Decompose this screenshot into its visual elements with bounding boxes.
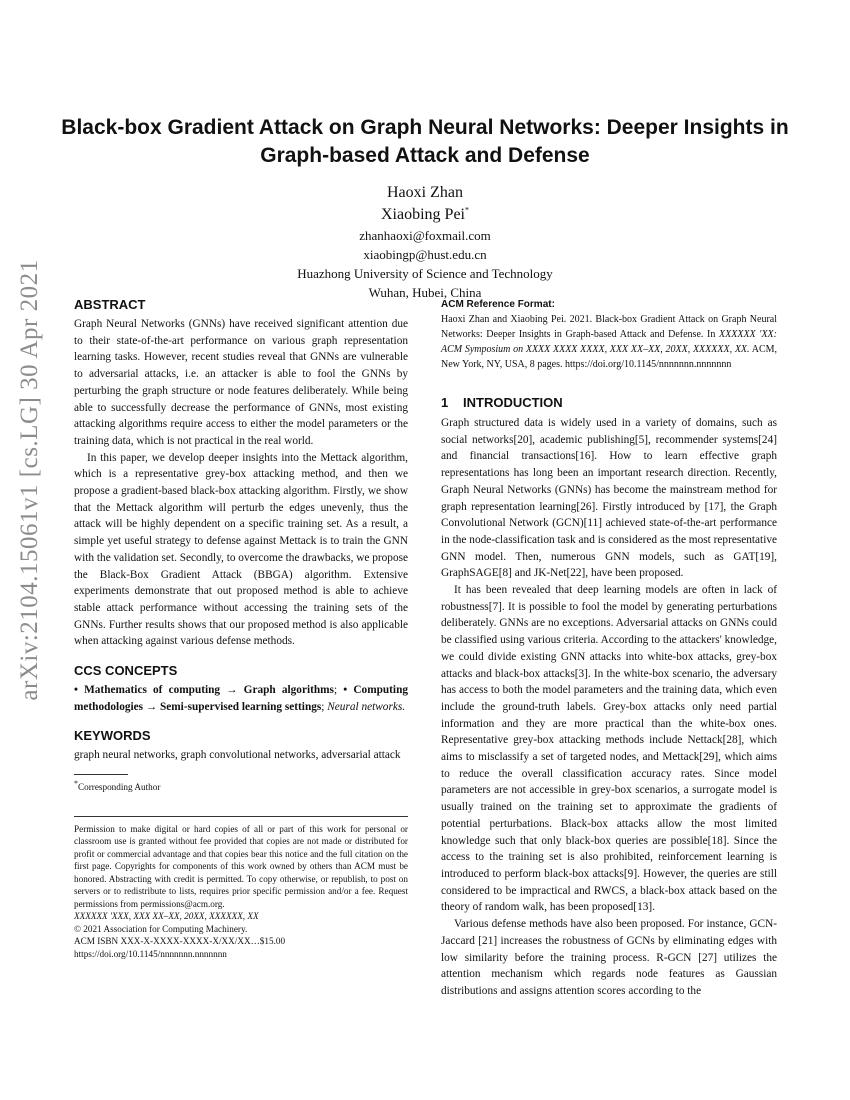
arxiv-stamp: arXiv:2104.15061v1 [cs.LG] 30 Apr 2021 (16, 259, 43, 701)
introduction-heading (441, 394, 777, 411)
conference-line: XXXXXX 'XXX, XXX XX–XX, 20XX, XXXXXX, XX (74, 911, 259, 922)
abstract-paragraph-1: Graph Neural Networks (GNNs) have received significant attention due to their state-of-the-art performance on various graph representation learning tasks. However, recent studies reveal that GNNs are vulnerable to adversarial attacks, i.e. an attacker is able to fool the GNNs by perturbing the graph structure or node features deliberately. While being able to successfully decrease the performance of GNNs, most existing attacking algorithms require access to either the model parameters or the training data, which is not practical in the real world. (74, 318, 408, 447)
permission-rule (74, 816, 408, 817)
copyright-line: © 2021 Association for Computing Machinery. (74, 923, 248, 934)
author-2-name: Xiaobing Pei (381, 206, 465, 223)
ccs-text (74, 682, 408, 715)
permission-text: Permission to make digital or hard copies of all or part of this work for personal or classroom use is granted without fee provided that copies are not made or distributed for profit or commercial advantage and that copies bear this notice and the full citation on the first page. Copyrights for components of this work owned by others than ACM must be honored. Abstracting with credit is permitted. To copy otherwise, or republish, to post on servers or to redistribute to lists, requires prior specific permission and/or a fee. Request permissions from permissions@acm.org. (74, 823, 408, 909)
footnote-rule (74, 774, 128, 775)
author-2 (225, 204, 625, 226)
acm-reference-heading: ACM Reference Format: (441, 299, 555, 310)
location: Wuhan, Hubei, China (368, 285, 482, 300)
acm-reference-post: ACM, New York, NY, USA, 8 pages. https://doi.org/10.1145/nnnnnnn.nnnnnnn (441, 344, 778, 370)
corresponding-mark: * (465, 205, 469, 215)
author-block (225, 182, 625, 302)
intro-paragraph-1: Graph structured data is widely used in a variety of domains, such as social networks[20], academic publishing[5], recommender systems[24] and financial transactions[16]. How to learn effective graph representations has long been an important research direction. Recently, Graph Neural Networks (GNNs) has become the mainstream method for graph representation learning[26]. Firstly introduced by [17], the Graph Convolutional Network (GCN)[11] achieved state-of-the-art performance in the node-classification task and is considered as the most representative GNN model. Then, numerous GNN models, such as GAT[19], GraphSAGE[8] and JK-Net[22], have been proposed. (441, 417, 777, 580)
acm-reference-text (441, 312, 777, 372)
acm-reference-venue: XXXXXX 'XX: ACM Symposium on XXXX XXXX XXXX, XXX XX–XX, 20XX, XXXXXX, XX. (441, 329, 777, 355)
keywords-heading: KEYWORDS (74, 728, 151, 744)
abstract-paragraph-2: In this paper, we develop deeper insights into the Mettack algorithm, which is a representative grey-box attacking method, and then we propose a gradient-based black-box attacking algorithm. Firstly, we show that the Mettack algorithm will perturb the edges unevenly, thus the attack will be highly dependent on a specific training set. As a result, a simple yet useful strategy to defense against Mettack is to train the GNN with the validation set. Secondly, to overcome the drawbacks, we propose the Black-Box Gradient Attack (BBGA) algorithm. Extensive experiments demonstrate that out proposed method is able to achieve stable attack performance without accessing the training sets of the GNNs. Further results shows that our proposed method is also applicable when attacking against various defense methods. (74, 451, 409, 648)
paper-title: Black-box Gradient Attack on Graph Neural Networks: Deeper Insights in Graph-based Attack and Defense (61, 116, 789, 167)
right-column (441, 298, 777, 1000)
intro-paragraph-3: Various defense methods have also been proposed. For instance, GCN-Jaccard [21] increases the robustness of GCNs by eliminating edges with low similarity before the training process. R-GCN [27] utilizes the attention mechanism which regards node features as Gaussian distributions and assigns attention scores according to the (441, 918, 777, 997)
left-column (74, 296, 408, 960)
footnote (74, 781, 408, 794)
intro-paragraph-2: It has been revealed that deep learning models are often in lack of robustness[7]. It is possible to fool the model by generating perturbations deliberately. GNNs are no exceptions. Adversarial attacks on GNNs could be classified using various criteria. According to the attackers' knowledge, we could divide existing GNN attacks into white-box attacks, grey-box attacks and black-box attacks[3]. In the white-box scenario, the adversary has access to both the model parameters and the training data, which even include the ground-truth labels. Grey-box attacks only need partial information and they are more practical than the white-box ones. Representative grey-box attacking methods include Nettack[28], which aims to misclassify a set of targeted nodes, and Mettack[29], which aims to reduce the overall classification accuracy rates. Since model parameters are not accessible in grey-box scenarios, a surrogate model is usually trained on the training set to approximate the gradients of potential perturbations. Black-box attacks allow the most limited knowledge such that only black-box queries are possible[18]. Since the access to the training set is also prohibited, reinforcement learning is introduced to perform black-box attacks[9]. However, the queries are still considered to be impractical and RWCS, a black-box attack based on the theory of random walk, has been proposed[13]. (441, 584, 777, 914)
acm-reference-pre: Haoxi Zhan and Xiaobing Pei. 2021. Black-box Gradient Attack on Graph Neural Networks: Deeper Insights in Graph-based Attack and Defense. In (441, 314, 777, 340)
ccs-concept-2: • Computing methodologies → Semi-supervised learning settings (74, 684, 408, 713)
author-1: Haoxi Zhan (387, 184, 463, 201)
email-2: xiaobingp@hust.edu.cn (363, 247, 487, 262)
section-title: INTRODUCTION (463, 395, 563, 410)
email-1: zhanhaoxi@foxmail.com (359, 228, 491, 243)
footnote-mark: * (74, 779, 78, 789)
footnote-text: Corresponding Author (78, 782, 161, 793)
ccs-heading: CCS CONCEPTS (74, 663, 178, 679)
ccs-concept-1: • Mathematics of computing → Graph algorithms (74, 684, 334, 697)
isbn-line: ACM ISBN XXX-X-XXXX-XXXX-X/XX/XX…$15.00 (74, 936, 286, 947)
section-number: 1 (441, 395, 449, 410)
ccs-concept-3: Neural networks. (327, 700, 406, 713)
affiliation: Huazhong University of Science and Technology (297, 266, 553, 281)
keywords-text: graph neural networks, graph convolutional networks, adversarial attack (74, 749, 401, 762)
ccs-separator-1: ; (333, 684, 344, 697)
ccs-separator-2: ; (321, 700, 325, 713)
doi-line: https://doi.org/10.1145/nnnnnnn.nnnnnnn (74, 948, 227, 959)
abstract-heading: ABSTRACT (74, 297, 146, 312)
